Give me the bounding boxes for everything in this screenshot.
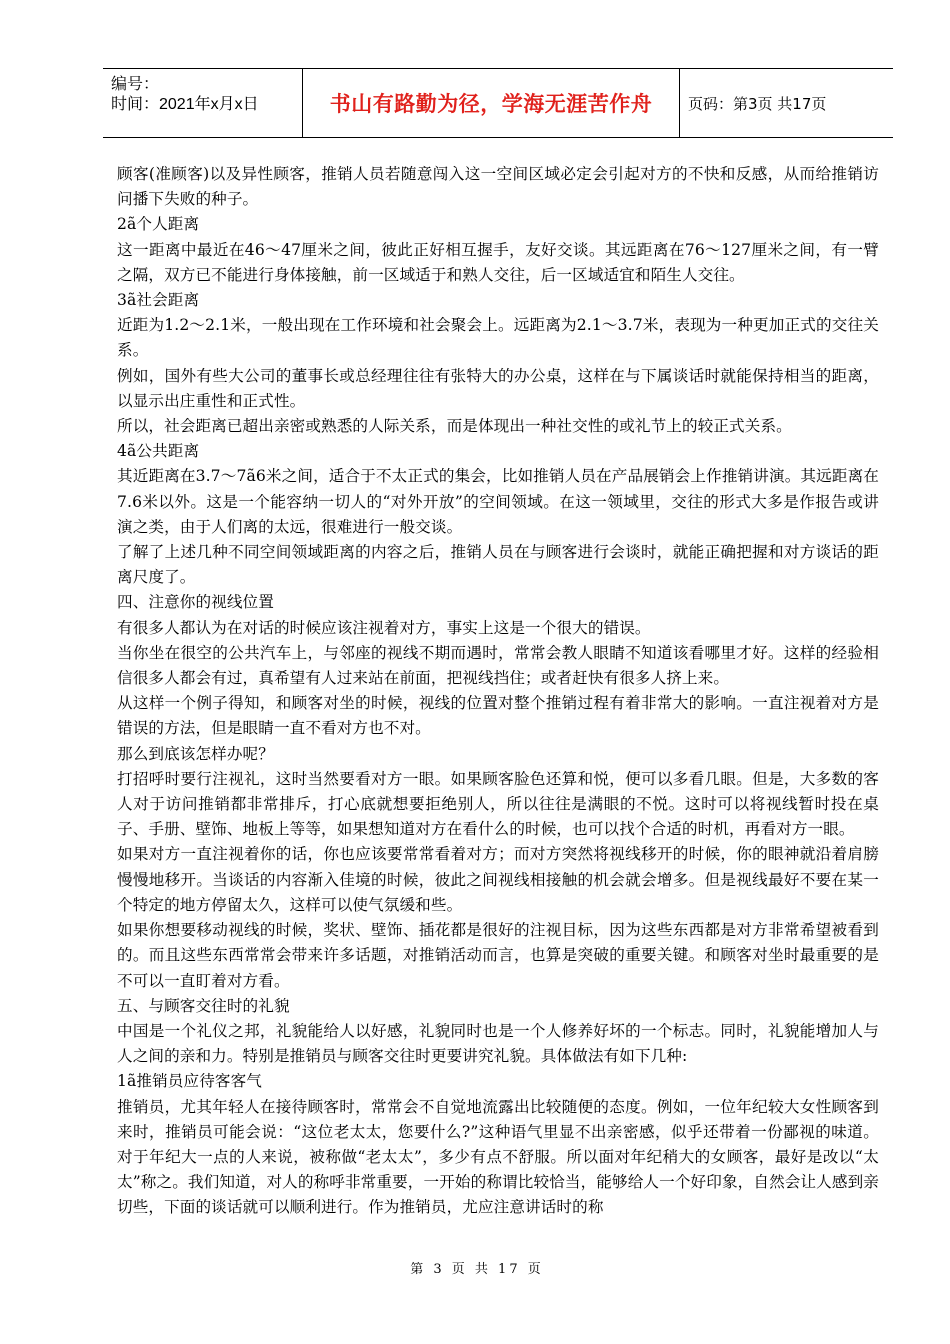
body-paragraph: 其近距离在3.7～7ã6米之间，适合于不太正式的集会，比如推销人员在产品展销会上作推销讲演。其远距离在7.6米以外。这是一个能容纳一切人的“对外开放”的空间领域。在这一领域里，交往的形式大多是作报告或讲演之类，由于人们离的太远，很难进行一般交谈。 [117,467,879,536]
body-paragraph: 当你坐在很空的公共汽车上，与邻座的视线不期而遇时，常常会教人眼睛不知道该看哪里才好。这样的经验相信很多人都会有过，真希望有人过来站在前面，把视线挡住；或者赶快有很多人挤上来。 [117,643,879,688]
body-paragraph: 中国是一个礼仪之邦，礼貌能给人以好感，礼貌同时也是一个人修养好坏的一个标志。同时，礼貌能增加人与人之间的亲和力。特别是推销员与顾客交往时更要讲究礼貌。具体做法有如下几种: [117,1021,879,1066]
body-paragraph: 推销员，尤其年轻人在接待顾客时，常常会不自觉地流露出比较随便的态度。例如，一位年纪较大女性顾客到来时，推销员可能会说：“这位老太太，您要什么?”这种语气里显不出亲密感，似乎还带着一份鄙视的味道。对于年纪大一点的人来说，被称做“老太太”，多少有点不舒服。所以面对年纪稍大的女顾客，最好是改以“太太”称之。我们知道，对人的称呼非常重要，一开始的称谓比较恰当，能够给人一个好印象，自然会让人感到亲切些，下面的谈话就可以顺利进行。作为推销员，尤应注意讲话时的称 [117,1097,879,1217]
body-paragraph: 近距为1.2～2.1米，一般出现在工作环境和社会聚会上。远距离为2.1～3.7米，表现为一种更加正式的交往关系。 [117,316,879,360]
body-paragraph: 那么到底该怎样办呢？ [117,744,274,763]
body-paragraph: 如果对方一直注视着你的话，你也应该要常常看着对方；而对方突然将视线移开的时候，你的眼神就沿着肩膀慢慢地移开。当谈话的内容渐入佳境的时候，彼此之间视线相接触的机会就会增多。但是视线最好不要在某一个特定的地方停留太久，这样可以使气氛缓和些。 [117,845,879,914]
page-header [103,68,893,138]
header-page-cell [680,69,893,137]
section-heading: 4ã公共距离 [117,442,200,461]
document-time-label: 时间：2021年x月x日 [111,96,259,113]
body-paragraph: 有很多人都认为在对话的时候应该注视着对方，事实上这是一个很大的错误。 [117,618,651,637]
footer-page-number: 第 3 页 共 17 页 [410,1262,544,1277]
section-heading: 1ã推销员应待客客气 [117,1072,262,1091]
header-motto-cell [303,69,680,137]
section-heading: 五、与顾客交往时的礼貌 [117,996,290,1015]
page-footer [0,1258,950,1277]
section-heading: 2ã个人距离 [117,215,200,234]
body-paragraph: 打招呼时要行注视礼，这时当然要看对方一眼。如果顾客脸色还算和悦，便可以多看几眼。但是，大多数的客人对于访问推销都非常排斥，打心底就想要拒绝别人，所以往往是满眼的不悦。这时可以将视线暂时投在桌子、手册、壁饰、地板上等等，如果想知道对方在看什么的时候，也可以找个合适的时机，再看对方一眼。 [117,769,879,839]
body-paragraph: 这一距离中最近在46～47厘米之间，彼此正好相互握手，友好交谈。其远距离在76～127厘米之间，有一臂之隔，双方已不能进行身体接触，前一区域适于和熟人交往，后一区域适宜和陌生人交往。 [117,240,879,284]
document-body [117,162,879,1221]
section-heading: 3ã社会距离 [117,291,200,310]
body-paragraph: 所以，社会距离已超出亲密或熟悉的人际关系，而是体现出一种社交性的或礼节上的较正式关系。 [117,417,792,436]
body-paragraph: 例如，国外有些大公司的董事长或总经理往往有张特大的办公桌，这样在与下属谈话时就能保持相当的距离，以显示出庄重性和正式性。 [117,366,879,410]
body-paragraph: 从这样一个例子得知，和顾客对坐的时候，视线的位置对整个推销过程有着非常大的影响。一直注视着对方是错误的方法，但是眼睛一直不看对方也不对。 [117,694,879,738]
body-paragraph: 如果你想要移动视线的时候，奖状、壁饰、插花都是很好的注视目标，因为这些东西都是对方非常希望被看到的。而且这些东西常常会带来许多话题，对推销活动而言，也算是突破的重要关键。和顾客对坐时最重要的是不可以一直盯着对方看。 [117,921,879,990]
document-number-label: 编号： [111,76,160,93]
header-page-info: 页码：第3页 共17页 [688,94,827,113]
body-paragraph: 了解了上述几种不同空间领域距离的内容之后，推销人员在与顾客进行会谈时，就能正确把握和对方谈话的距离尺度了。 [117,543,879,587]
header-left-cell [103,69,303,137]
section-heading: 四、注意你的视线位置 [117,593,274,612]
body-paragraph: 顾客(准顾客)以及异性顾客，推销人员若随意闯入这一空间区域必定会引起对方的不快和反感，从而给推销访问播下失败的种子。 [117,165,879,209]
header-motto: 书山有路勤为径，学海无涯苦作舟 [329,92,653,116]
